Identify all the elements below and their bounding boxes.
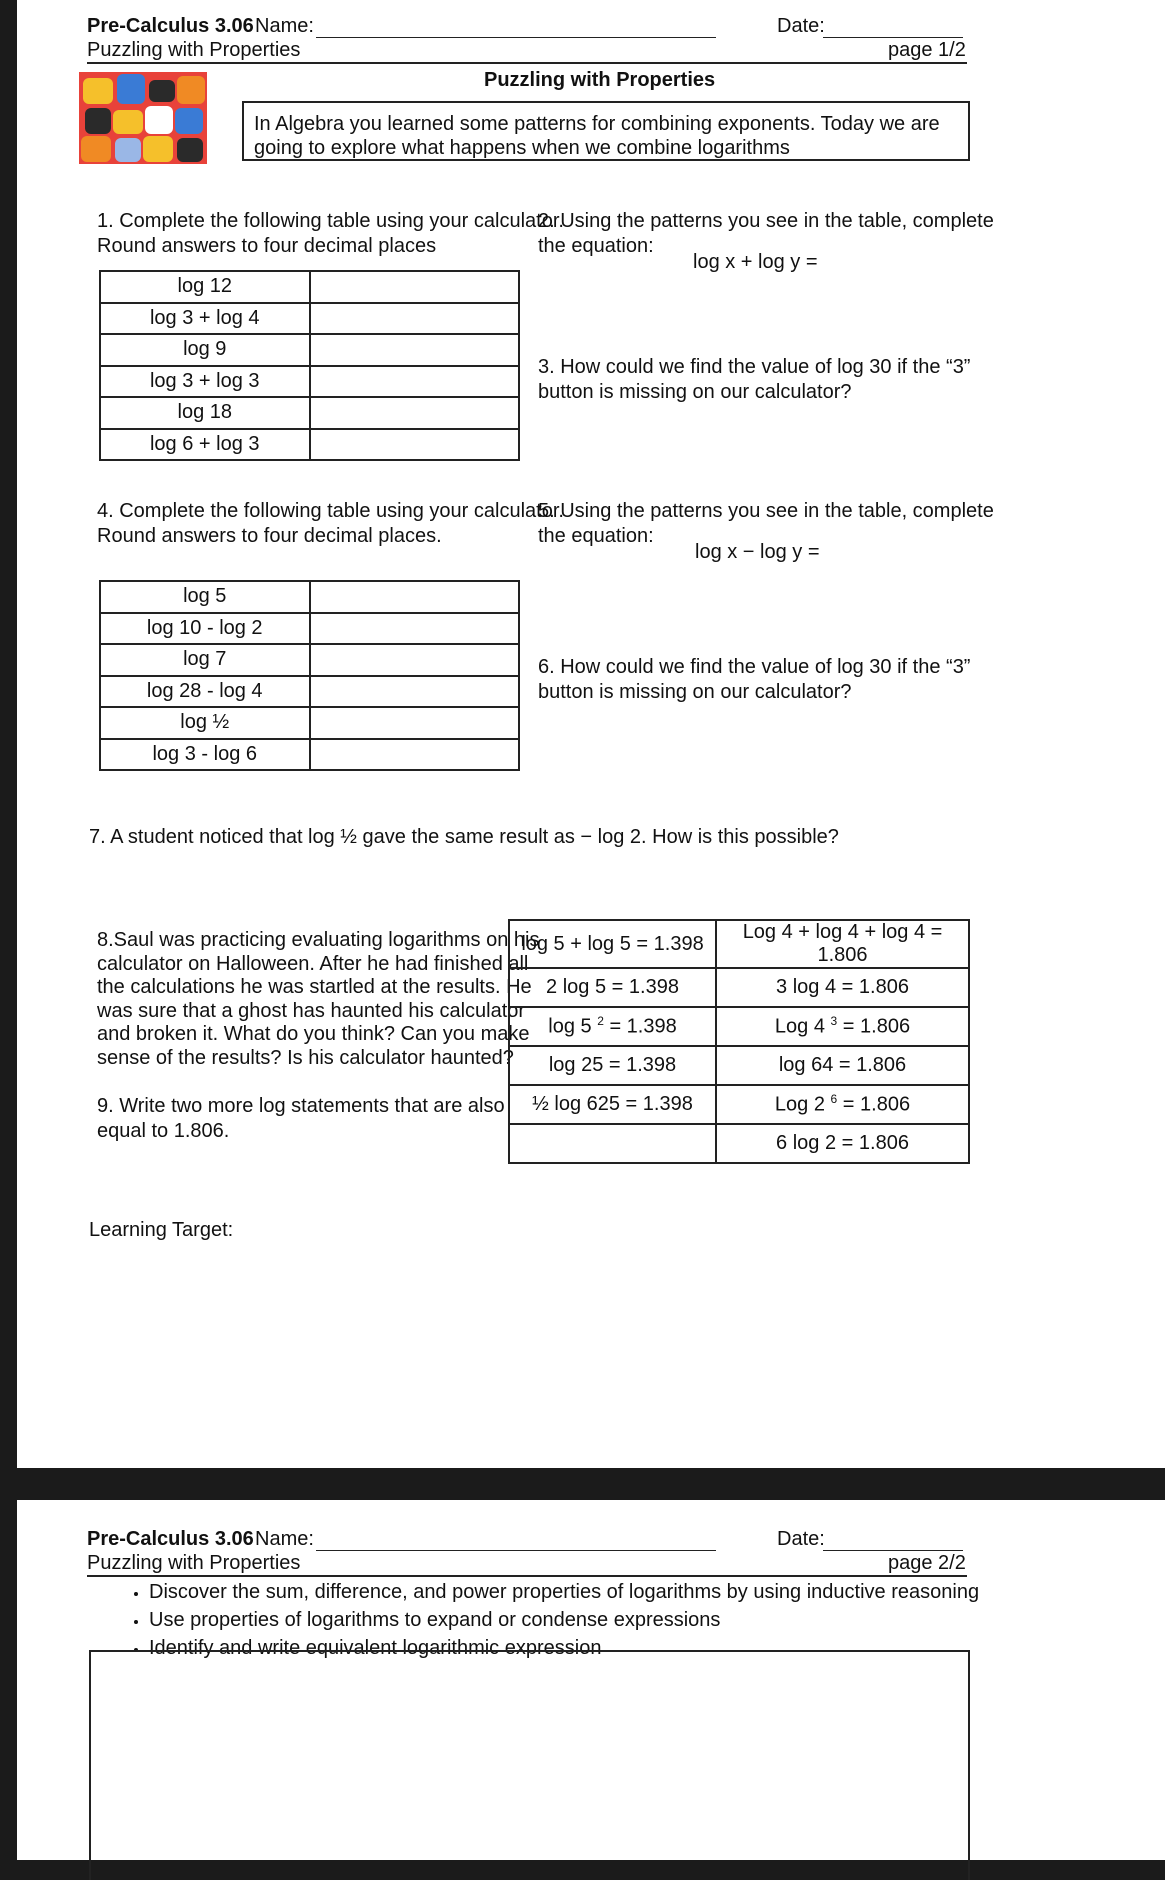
date-label-2: Date: (777, 1528, 825, 1550)
table-row (100, 644, 519, 676)
q5-line-2: the equation: (538, 525, 654, 547)
worksheet-page-2 (17, 1500, 1165, 1860)
question-3 (538, 355, 970, 405)
q8-line: the calculations he was startled at the results. He (97, 976, 532, 999)
course-title: Pre-Calculus 3.06 (87, 15, 254, 37)
table-row (100, 676, 519, 708)
table-3 (508, 919, 970, 1164)
q2-line-2: the equation: (538, 235, 654, 257)
table-cell-answer[interactable] (310, 397, 520, 429)
q8-line: was sure that a ghost has haunted his calculator (97, 999, 526, 1022)
cell-text: = 1.806 (837, 1015, 911, 1038)
exponent: 2 (597, 1014, 604, 1029)
table-row (100, 303, 519, 335)
name-field-line-2[interactable] (316, 1550, 716, 1551)
table-row (509, 1124, 969, 1163)
q5-line-1: 5. Using the patterns you see in the table, complete (538, 500, 994, 522)
q5-equation: log x − log y = (695, 541, 820, 563)
table-row (100, 366, 519, 398)
q2-equation: log x + log y = (693, 251, 818, 273)
question-9 (97, 1094, 505, 1144)
table-row (509, 1007, 969, 1046)
q8-line: calculator on Halloween. After he had finished all (97, 952, 529, 975)
table-cell-answer[interactable] (310, 644, 520, 676)
question-8 (97, 929, 539, 1071)
cell-text: = 1.806 (837, 1093, 911, 1116)
table-cell-left: 2 log 5 = 1.398 (509, 968, 716, 1007)
table-cell-left: log 5 + log 5 = 1.398 (509, 920, 716, 968)
question-1 (97, 209, 564, 259)
table-cell-right: 3 log 4 = 1.806 (716, 968, 969, 1007)
subtitle-2: Puzzling with Properties (87, 1552, 301, 1574)
table-cell-right (716, 1007, 969, 1046)
q1-line-2: Round answers to four decimal places (97, 235, 437, 257)
header-rule-2 (87, 1575, 967, 1577)
table-cell-answer[interactable] (310, 739, 520, 771)
table-cell-answer[interactable] (310, 271, 520, 303)
q6-line-2: button is missing on our calculator? (538, 681, 852, 703)
table-cell-left: ½ log 625 = 1.398 (509, 1085, 716, 1124)
question-4 (97, 499, 564, 549)
name-field-line[interactable] (316, 37, 716, 38)
exponent: 3 (830, 1014, 838, 1029)
answer-box[interactable] (89, 1650, 970, 1880)
table-row (100, 707, 519, 739)
learning-target-label: Learning Target: (89, 1219, 234, 1241)
q1-line-1: 1. Complete the following table using your calculator. (97, 210, 564, 232)
worksheet-page-1 (17, 0, 1165, 1468)
table-1 (99, 270, 520, 461)
table-cell-left: log 25 = 1.398 (509, 1046, 716, 1085)
q9-line-2: equal to 1.806. (97, 1120, 230, 1142)
table-row (509, 920, 969, 968)
q6-line-1: 6. How could we find the value of log 30 if the “3” (538, 656, 971, 678)
question-6 (538, 655, 970, 705)
page-number-2: page 2/2 (888, 1552, 966, 1574)
table-row (100, 739, 519, 771)
q8-line: and broken it. What do you think? Can you make (97, 1023, 530, 1046)
q9-line-1: 9. Write two more log statements that are also (97, 1095, 505, 1117)
table-cell-expression: log 28 - log 4 (100, 676, 310, 708)
table-cell-right (716, 1085, 969, 1124)
table-cell-answer[interactable] (310, 613, 520, 645)
table-row (100, 429, 519, 461)
page-title: Puzzling with Properties (484, 69, 716, 91)
q4-line-1: 4. Complete the following table using your calculator. (97, 500, 564, 522)
table-cell-left[interactable] (509, 1124, 716, 1163)
cell-text: log 5 (548, 1015, 598, 1038)
table-cell-expression: log 10 - log 2 (100, 613, 310, 645)
table-cell-expression: log 3 + log 4 (100, 303, 310, 335)
date-field-line[interactable] (823, 37, 963, 38)
question-7: 7. A student noticed that log ½ gave the same result as − log 2. How is this possible? (89, 826, 839, 848)
learning-target-item: • Discover the sum, difference, and power properties of logarithms by using inductive reasoning (149, 1578, 979, 1606)
table-cell-right: Log 4 + log 4 + log 4 = 1.806 (716, 920, 969, 968)
table-cell-right: log 64 = 1.806 (716, 1046, 969, 1085)
cell-text: Log 2 (774, 1093, 831, 1116)
intro-box: In Algebra you learned some patterns for combining exponents. Today we are going to explore what happens when we combine logarithms (242, 101, 970, 161)
name-label-2: Name: (255, 1528, 314, 1550)
q2-line-1: 2. Using the patterns you see in the table, complete (538, 210, 994, 232)
table-cell-answer[interactable] (310, 303, 520, 335)
table-cell-answer[interactable] (310, 676, 520, 708)
table-cell-left (509, 1007, 716, 1046)
table-row (100, 271, 519, 303)
q3-line-2: button is missing on our calculator? (538, 381, 852, 403)
table-cell-answer[interactable] (310, 581, 520, 613)
table-cell-expression: log 5 (100, 581, 310, 613)
table-cell-expression: log 3 + log 3 (100, 366, 310, 398)
table-row (100, 334, 519, 366)
q8-line: 8.Saul was practicing evaluating logarithms on his (97, 929, 540, 951)
name-label: Name: (255, 15, 314, 37)
table-2 (99, 580, 520, 771)
puzzle-image (79, 72, 207, 164)
header-rule (87, 62, 967, 64)
table-row (100, 581, 519, 613)
q4-line-2: Round answers to four decimal places. (97, 525, 442, 547)
table-cell-answer[interactable] (310, 334, 520, 366)
table-cell-expression: log 18 (100, 397, 310, 429)
exponent: 6 (830, 1092, 838, 1107)
table-row (100, 613, 519, 645)
q8-line: sense of the results? Is his calculator haunted? (97, 1046, 514, 1069)
page-number: page 1/2 (888, 39, 966, 61)
course-title-2: Pre-Calculus 3.06 (87, 1528, 254, 1550)
table-cell-answer[interactable] (310, 366, 520, 398)
date-field-line-2[interactable] (823, 1550, 963, 1551)
cell-text: Log 4 (774, 1015, 831, 1038)
table-cell-expression: log ½ (100, 707, 310, 739)
table-row (509, 1046, 969, 1085)
cell-text: = 1.398 (603, 1015, 677, 1038)
table-cell-answer[interactable] (310, 429, 520, 461)
q3-line-1: 3. How could we find the value of log 30 if the “3” (538, 356, 971, 378)
subtitle: Puzzling with Properties (87, 39, 301, 61)
table-cell-right: 6 log 2 = 1.806 (716, 1124, 969, 1163)
table-cell-expression: log 9 (100, 334, 310, 366)
table-row (509, 968, 969, 1007)
table-cell-expression: log 7 (100, 644, 310, 676)
date-label: Date: (777, 15, 825, 37)
learning-target-item: • Use properties of logarithms to expand or condense expressions (149, 1606, 979, 1634)
table-cell-expression: log 6 + log 3 (100, 429, 310, 461)
learning-target-item: • Identify and write equivalent logarithmic expression (149, 1634, 979, 1662)
table-row (100, 397, 519, 429)
table-cell-answer[interactable] (310, 707, 520, 739)
table-cell-expression: log 12 (100, 271, 310, 303)
table-cell-expression: log 3 - log 6 (100, 739, 310, 771)
table-row (509, 1085, 969, 1124)
